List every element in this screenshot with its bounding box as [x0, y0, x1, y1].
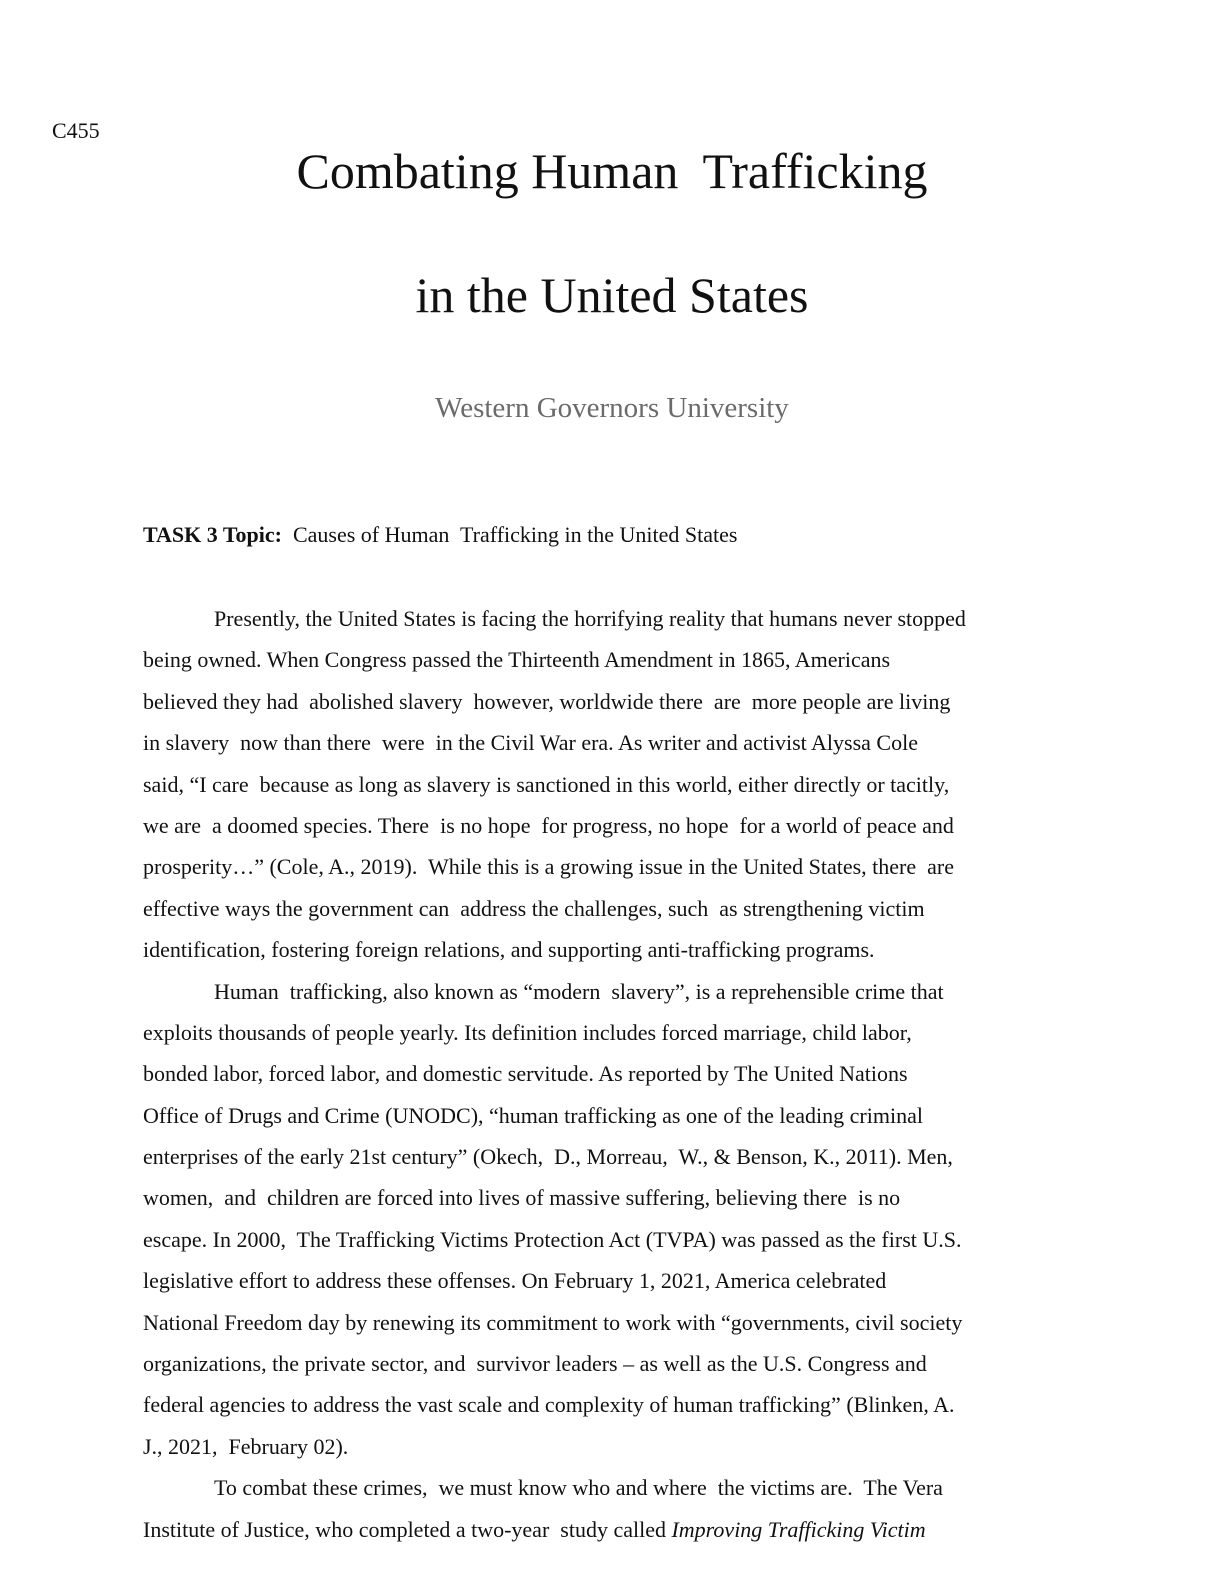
- body-line: To combat these crimes, we must know who and where the victims are. The Vera: [214, 1475, 943, 1501]
- body-line: women, and children are forced into lives of massive suffering, believing there is no: [143, 1185, 901, 1211]
- body-line: believed they had abolished slavery however, worldwide there are more people are living: [143, 688, 951, 714]
- body-line: said, “I care because as long as slavery is sanctioned in this world, either directly or tacitly,: [143, 771, 950, 797]
- body-line: we are a doomed species. There is no hope for progress, no hope for a world of peace and: [143, 812, 954, 838]
- essay-body: [143, 598, 1083, 1550]
- body-line-last-text: Institute of Justice, who completed a two-year study called: [143, 1516, 672, 1542]
- body-line: legislative effort to address these offenses. On February 1, 2021, America celebrated: [143, 1268, 887, 1294]
- body-line: enterprises of the early 21st century” (Okech, D., Morreau, W., & Benson, K., 2011). Men,: [143, 1144, 953, 1170]
- body-line: prosperity…” (Cole, A., 2019). While this is a growing issue in the United States, there are: [143, 854, 954, 880]
- body-line: National Freedom day by renewing its commitment to work with “governments, civil society: [143, 1309, 963, 1335]
- body-line: exploits thousands of people yearly. Its definition includes forced marriage, child labor,: [143, 1019, 912, 1045]
- task-topic-text: Causes of Human Trafficking in the United States: [281, 522, 738, 547]
- institution-name: Western Governors University: [435, 392, 789, 424]
- body-line: bonded labor, forced labor, and domestic servitude. As reported by The United Nations: [143, 1061, 908, 1087]
- body-line: organizations, the private sector, and survivor leaders – as well as the U.S. Congress and: [143, 1351, 927, 1377]
- task-topic: [143, 522, 737, 548]
- task-label: TASK 3 Topic:: [143, 522, 282, 547]
- body-line-last: [143, 1509, 1083, 1550]
- body-line: effective ways the government can address the challenges, such as strengthening victim: [143, 895, 925, 921]
- body-line: being owned. When Congress passed the Thirteenth Amendment in 1865, Americans: [143, 647, 891, 673]
- body-line: identification, fostering foreign relations, and supporting anti-trafficking programs.: [143, 937, 875, 963]
- course-code: C455: [52, 118, 100, 143]
- body-line: Presently, the United States is facing the horrifying reality that humans never stopped: [214, 606, 966, 631]
- body-line: J., 2021, February 02).: [143, 1433, 349, 1459]
- document-title-line-1: Combating Human Trafficking: [296, 143, 928, 199]
- body-line: Human trafficking, also known as “modern slavery”, is a reprehensible crime that: [214, 978, 944, 1004]
- document-title-line-2: in the United States: [415, 267, 809, 323]
- body-line: escape. In 2000, The Trafficking Victims Protection Act (TVPA) was passed as the first U.S.: [143, 1226, 962, 1252]
- body-line: Office of Drugs and Crime (UNODC), “human trafficking as one of the leading criminal: [143, 1102, 923, 1128]
- study-title-italic: Improving Trafficking Victim: [671, 1516, 926, 1542]
- body-line: federal agencies to address the vast scale and complexity of human trafficking” (Blinken, A.: [143, 1392, 955, 1418]
- body-line: in slavery now than there were in the Civil War era. As writer and activist Alyssa Cole: [143, 730, 918, 756]
